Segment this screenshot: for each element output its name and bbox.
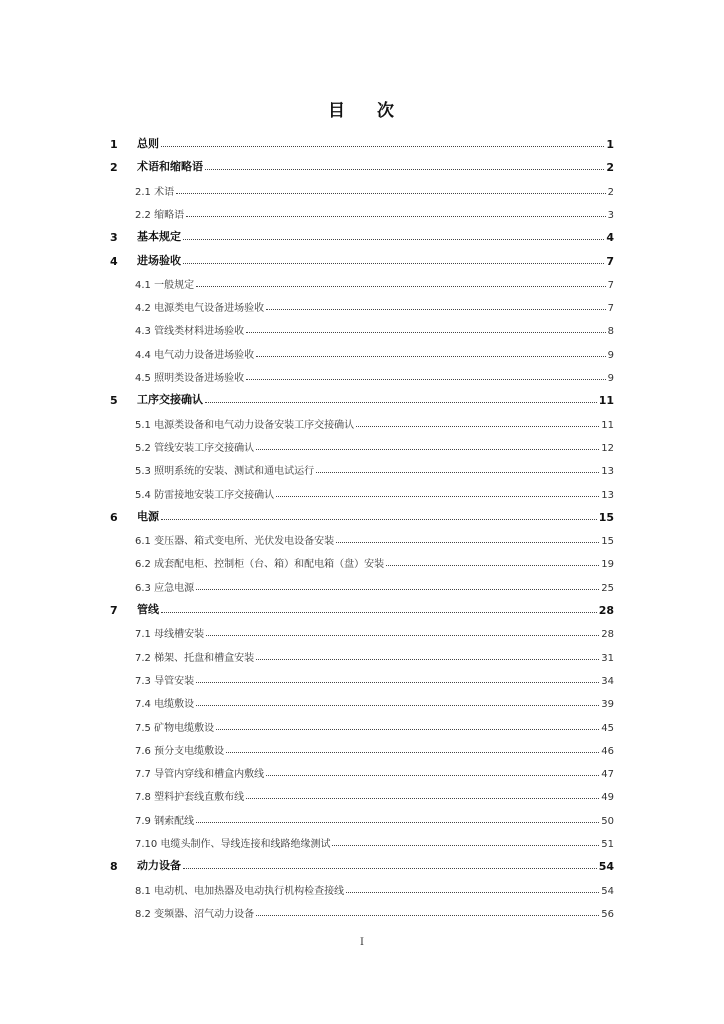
toc-entry-label: 7.6 预分支电缆敷设 xyxy=(135,745,225,757)
toc-entry[interactable] xyxy=(135,317,614,337)
toc-entry-label: 7.10 电缆头制作、导线连接和线路绝缘测试 xyxy=(135,839,331,850)
toc-entry-label: 7.7 导管内穿线和槽盒内敷线 xyxy=(135,769,265,781)
toc-entry-page: 9 xyxy=(607,373,614,384)
toc-dot-leader xyxy=(386,564,599,566)
toc-entry-label: 6.3 应急电源 xyxy=(135,582,195,594)
toc-entry-page: 47 xyxy=(601,769,614,781)
toc-entry-page: 11 xyxy=(601,419,614,431)
toc-entry[interactable] xyxy=(135,341,614,361)
toc-entry-page: 13 xyxy=(601,466,614,478)
toc-entry[interactable] xyxy=(110,248,614,268)
toc-entry-label: 术语和缩略语 xyxy=(137,160,203,174)
toc-dot-leader xyxy=(216,728,599,730)
toc-entry[interactable] xyxy=(135,434,614,454)
toc-entry-label: 7.3 导管安装 xyxy=(135,675,195,687)
toc-entry[interactable] xyxy=(135,271,614,291)
toc-dot-leader xyxy=(161,518,597,520)
toc-entry-label: 2.1 术语 xyxy=(135,186,175,198)
toc-entry[interactable] xyxy=(135,481,614,501)
toc-entry-label: 6.1 变压器、箱式变电所、光伏发电设备安装 xyxy=(135,536,335,548)
toc-entry[interactable] xyxy=(135,457,614,477)
toc-title xyxy=(0,96,724,121)
toc-entry[interactable] xyxy=(110,504,614,524)
toc-entry-number: 4 xyxy=(110,254,118,268)
toc-entry-label: 7.8 塑料护套线直敷布线 xyxy=(135,792,245,804)
toc-entry-label: 4.1 一般规定 xyxy=(135,279,195,291)
toc-entry[interactable] xyxy=(135,807,614,827)
toc-dot-leader xyxy=(196,821,599,823)
toc-entry[interactable] xyxy=(135,620,614,640)
toc-entry-label: 4.3 管线类材料进场验收 xyxy=(135,326,245,338)
toc-dot-leader xyxy=(356,425,599,427)
toc-entry-label: 5.4 防雷接地安装工序交接确认 xyxy=(135,489,275,501)
toc-entry-page: 28 xyxy=(598,604,614,617)
toc-entry[interactable] xyxy=(135,714,614,734)
toc-title-char-2: 次 xyxy=(377,101,396,121)
toc-dot-leader xyxy=(161,145,604,147)
toc-entry[interactable] xyxy=(135,411,614,431)
toc-dot-leader xyxy=(183,238,604,240)
toc-dot-leader xyxy=(256,658,599,660)
toc-entry-page: 11 xyxy=(598,394,614,408)
toc-entry-label: 4.4 电气动力设备进场验收 xyxy=(135,349,255,361)
toc-entry-page: 8 xyxy=(607,326,614,338)
toc-entry-label: 5.1 电源类设备和电气动力设备安装工序交接确认 xyxy=(135,419,355,431)
toc-dot-leader xyxy=(276,495,599,497)
toc-entry-label: 工序交接确认 xyxy=(137,393,203,407)
toc-entry[interactable] xyxy=(135,737,614,757)
toc-dot-leader xyxy=(161,611,597,613)
toc-entry-page: 51 xyxy=(601,839,614,850)
toc-entry-label: 电源 xyxy=(137,509,159,523)
toc-entry-number: 8 xyxy=(110,860,118,874)
toc-entry-label: 进场验收 xyxy=(137,253,181,267)
toc-dot-leader xyxy=(316,471,599,473)
toc-entry-label: 5.2 管线安装工序交接确认 xyxy=(135,442,255,454)
toc-dot-leader xyxy=(256,355,606,357)
toc-dot-leader xyxy=(186,215,606,217)
toc-entry-page: 49 xyxy=(601,792,614,804)
toc-dot-leader xyxy=(196,681,599,683)
toc-entry-page: 34 xyxy=(601,675,614,687)
toc-entry-label: 8.2 变频器、沼气动力设备 xyxy=(135,908,255,920)
toc-dot-leader xyxy=(332,844,599,846)
toc-entry-page: 15 xyxy=(601,536,614,548)
toc-dot-leader xyxy=(183,867,597,869)
toc-entry[interactable] xyxy=(135,201,614,221)
toc-entry-label: 5.3 照明系统的安装、测试和通电试运行 xyxy=(135,466,315,478)
toc-dot-leader xyxy=(205,168,604,170)
toc-entry[interactable] xyxy=(135,830,614,850)
toc-entry[interactable] xyxy=(135,690,614,710)
toc-entry-number: 7 xyxy=(110,604,118,617)
toc-entry-number: 5 xyxy=(110,394,118,408)
toc-entry-label: 7.4 电缆敷设 xyxy=(135,699,195,711)
toc-entry-label: 7.2 梯架、托盘和槽盒安装 xyxy=(135,652,255,664)
toc-dot-leader xyxy=(336,541,599,543)
toc-entry-page: 54 xyxy=(601,885,614,897)
toc-entry[interactable] xyxy=(135,644,614,664)
toc-entry-page: 12 xyxy=(601,442,614,454)
toc-entry-page: 56 xyxy=(601,908,614,920)
toc-entry-page: 28 xyxy=(601,629,614,641)
toc-dot-leader xyxy=(246,797,599,799)
toc-entry[interactable] xyxy=(110,853,614,873)
toc-dot-leader xyxy=(266,308,606,310)
toc-dot-leader xyxy=(196,588,599,590)
toc-dot-leader xyxy=(346,891,599,893)
toc-entry-label: 动力设备 xyxy=(137,859,181,873)
toc-dot-leader xyxy=(206,634,599,636)
toc-entry-page: 4 xyxy=(606,231,614,245)
toc-dot-leader xyxy=(196,704,599,706)
toc-entry[interactable] xyxy=(135,178,614,198)
toc-entry[interactable] xyxy=(110,224,614,244)
toc-title-char-1: 目 xyxy=(328,101,347,121)
toc-entry-page: 46 xyxy=(601,745,614,757)
toc-entry-page: 7 xyxy=(607,279,614,291)
toc-entry-label: 7.5 矿物电缆敷设 xyxy=(135,722,215,734)
toc-entry[interactable] xyxy=(110,131,614,151)
toc-entry-label: 7.9 钢索配线 xyxy=(135,815,195,827)
toc-dot-leader xyxy=(256,448,599,450)
toc-dot-leader xyxy=(256,914,599,916)
toc-entry-label: 总则 xyxy=(137,137,159,150)
toc-dot-leader xyxy=(196,285,606,287)
toc-entry-page: 1 xyxy=(606,138,614,151)
toc-entry-page: 7 xyxy=(607,303,614,315)
toc-entry-number: 3 xyxy=(110,231,118,245)
toc-entry-page: 2 xyxy=(607,186,614,198)
toc-entry-page: 15 xyxy=(598,510,614,524)
toc-entry-page: 50 xyxy=(601,815,614,827)
toc-entry[interactable] xyxy=(135,900,614,920)
toc-entry-number: 2 xyxy=(110,161,118,175)
toc-entry-page: 54 xyxy=(598,860,614,874)
toc-entry-number: 6 xyxy=(110,510,118,524)
toc-entry-page: 13 xyxy=(601,489,614,501)
toc-entry-label: 基本规定 xyxy=(137,230,181,244)
toc-entry-label: 8.1 电动机、电加热器及电动执行机构检查接线 xyxy=(135,885,345,897)
toc-entry[interactable] xyxy=(135,877,614,897)
toc-entry[interactable] xyxy=(135,760,614,780)
toc-entry-page: 3 xyxy=(607,209,614,221)
toc-entry-page: 2 xyxy=(606,161,614,175)
toc-entry-page: 19 xyxy=(601,559,614,571)
toc-entry[interactable] xyxy=(135,364,614,384)
toc-entry[interactable] xyxy=(135,527,614,547)
toc-dot-leader xyxy=(205,401,597,403)
toc-entry[interactable] xyxy=(135,783,614,803)
toc-dot-leader xyxy=(226,751,599,753)
toc-entry[interactable] xyxy=(110,387,614,407)
toc-entry-page: 39 xyxy=(601,699,614,711)
toc-dot-leader xyxy=(176,192,606,194)
toc-entry-page: 31 xyxy=(601,652,614,664)
toc-entry-label: 2.2 缩略语 xyxy=(135,209,185,221)
toc-entry[interactable] xyxy=(110,597,614,617)
toc-dot-leader xyxy=(246,331,606,333)
toc-entry[interactable] xyxy=(135,294,614,314)
toc-entry[interactable] xyxy=(135,574,614,594)
toc-entry-label: 4.2 电源类电气设备进场验收 xyxy=(135,303,265,315)
toc-entry[interactable] xyxy=(110,154,614,174)
toc-entry-page: 25 xyxy=(601,582,614,594)
toc-entry-page: 7 xyxy=(606,254,614,268)
toc-dot-leader xyxy=(246,378,606,380)
toc-dot-leader xyxy=(183,262,604,264)
toc-entry-label: 7.1 母线槽安装 xyxy=(135,629,205,641)
toc-entry-label: 管线 xyxy=(137,603,159,616)
toc-entry[interactable] xyxy=(135,550,614,570)
toc-entry-page: 45 xyxy=(601,722,614,734)
toc-dot-leader xyxy=(266,774,599,776)
page-number-footer: I xyxy=(360,937,364,948)
toc-entry-page: 9 xyxy=(607,349,614,361)
toc-entry[interactable] xyxy=(135,667,614,687)
toc-entry-number: 1 xyxy=(110,138,118,151)
toc-entry-label: 6.2 成套配电柜、控制柜（台、箱）和配电箱（盘）安装 xyxy=(135,559,385,571)
toc-entry-label: 4.5 照明类设备进场验收 xyxy=(135,373,245,384)
